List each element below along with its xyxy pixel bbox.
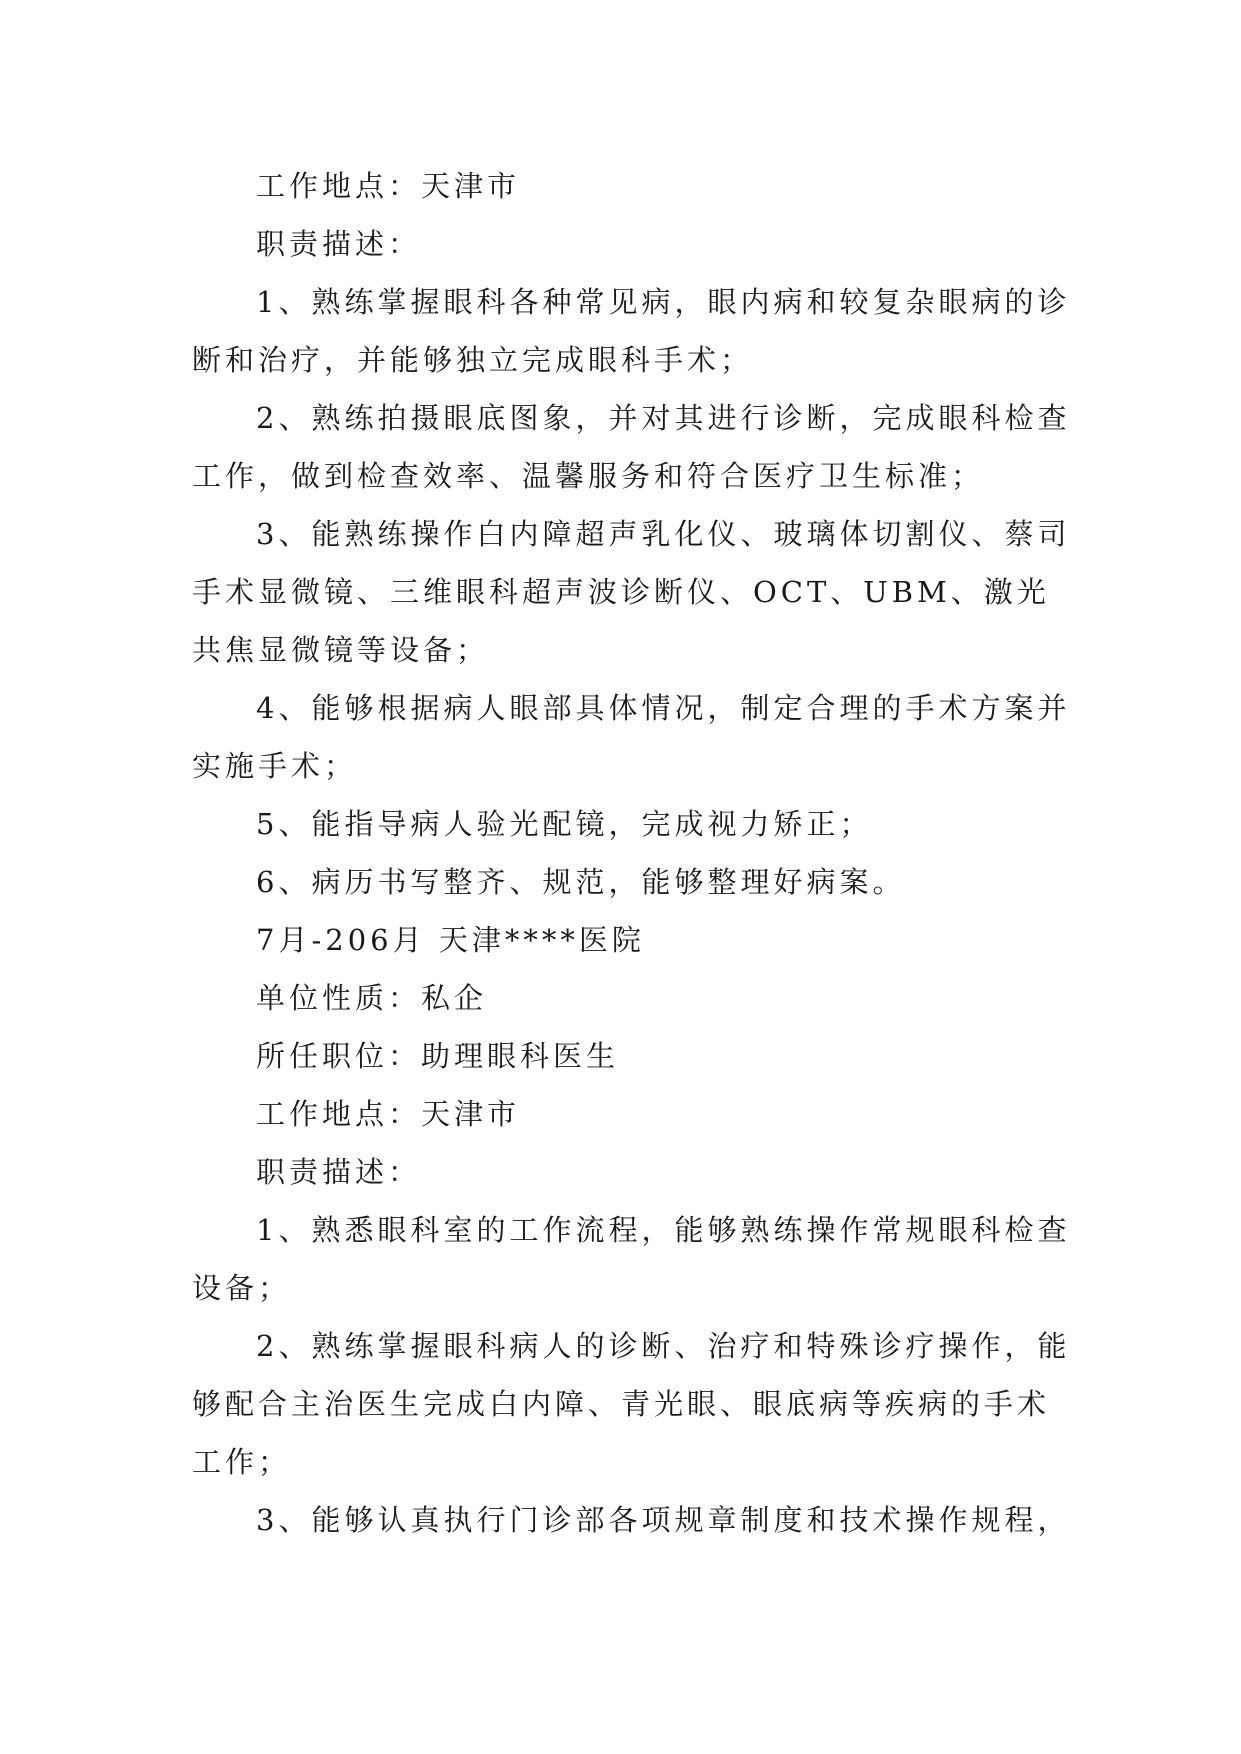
duty-item-1: 1、熟练掌握眼科各种常见病，眼内病和较复杂眼病的诊断和治疗，并能够独立完成眼科手术； [192, 285, 1071, 377]
employer-type-line: 单位性质：私企 [256, 981, 488, 1015]
duty-item-2: 2、熟练拍摄眼底图象，并对其进行诊断，完成眼科检查工作，做到检查效率、温馨服务和符合医疗卫生标准； [192, 401, 1071, 493]
position-line: 所任职位：助理眼科医生 [256, 1039, 620, 1073]
duty-item-2-1: 1、熟悉眼科室的工作流程，能够熟练操作常规眼科检查设备； [192, 1213, 1071, 1305]
work-location-line: 工作地点：天津市 [256, 169, 521, 203]
employment-period-line: 7月-206月 天津****医院 [256, 923, 645, 957]
duty-item-2-2: 2、熟练掌握眼科病人的诊断、治疗和特殊诊疗操作，能够配合主治医生完成白内障、青光眼、眼底病等疾病的手术工作； [192, 1329, 1071, 1479]
duty-item-6: 6、病历书写整齐、规范，能够整理好病案。 [256, 865, 906, 899]
duty-heading-2: 职责描述： [256, 1155, 422, 1189]
work-location-line-2: 工作地点：天津市 [256, 1097, 521, 1131]
duty-item-2-3: 3、能够认真执行门诊部各项规章制度和技术操作规程， [256, 1503, 1071, 1537]
duty-item-3: 3、能熟练操作白内障超声乳化仪、玻璃体切割仪、蔡司手术显微镜、三维眼科超声波诊断仪、OCT、UBM、激光共焦显微镜等设备； [192, 517, 1071, 667]
document-body [192, 157, 1072, 1549]
duty-heading: 职责描述： [256, 227, 422, 261]
duty-item-5: 5、能指导病人验光配镜，完成视力矫正； [256, 807, 873, 841]
duty-item-4: 4、能够根据病人眼部具体情况，制定合理的手术方案并实施手术； [192, 691, 1071, 783]
